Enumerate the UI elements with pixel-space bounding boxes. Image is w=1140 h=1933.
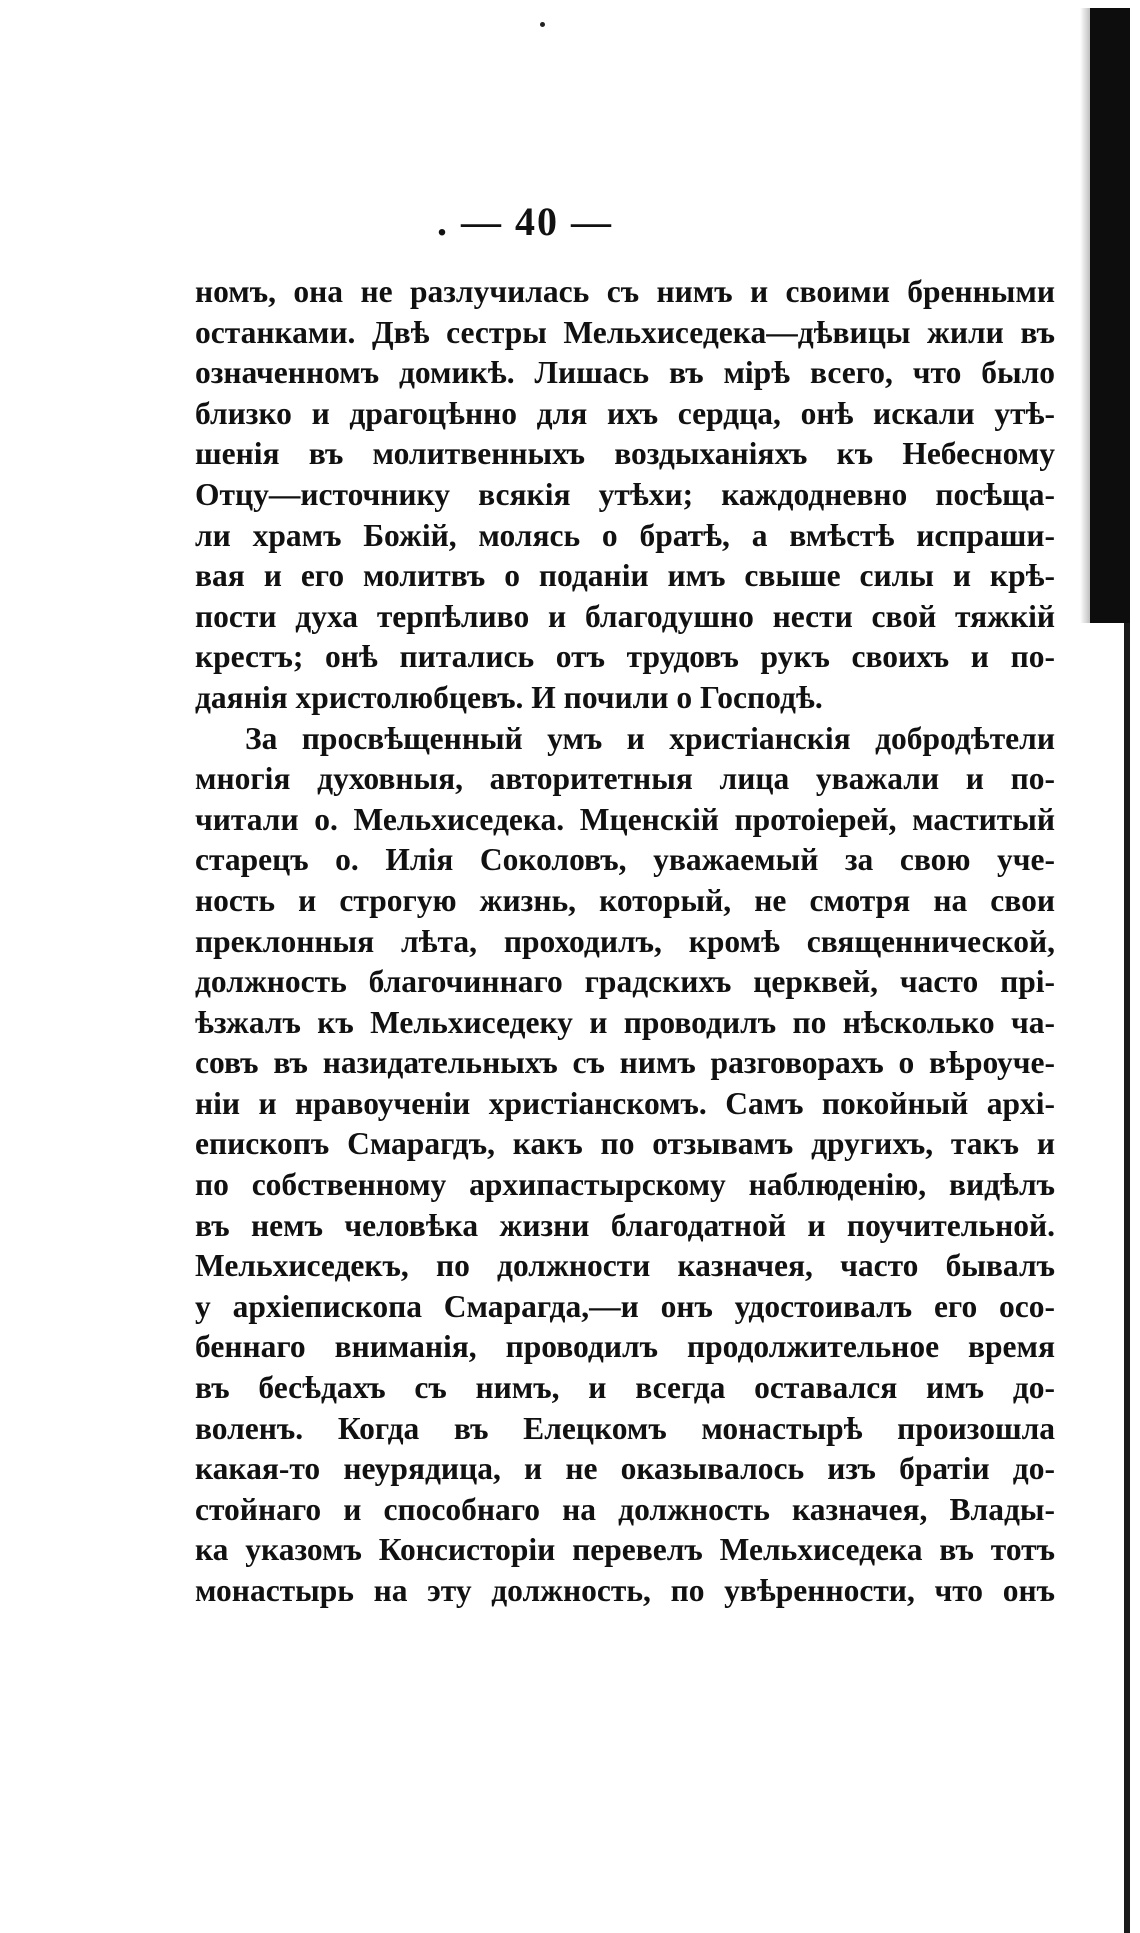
text-line: ніи и нравоученіи христіанскомъ. Самъ покойный архі- (195, 1085, 1055, 1121)
text-line: пости духа терпѣливо и благодушно нести свой тяжкій (195, 598, 1055, 634)
text-line: преклонныя лѣта, проходилъ, кромѣ священнической, (195, 923, 1055, 959)
text-line: старецъ о. Илія Соколовъ, уважаемый за свою уче- (195, 842, 1055, 878)
text-line: монастырь на эту должность, по увѣренности, что онъ (195, 1573, 1055, 1608)
text-line-paragraph-start: За просвѣщенный умъ и христіанскія добродѣтели (245, 720, 1055, 756)
text-line: Отцу—источнику всякія утѣхи; каждодневно посѣща- (195, 476, 1055, 512)
page-number-text: — 40 — (461, 199, 613, 244)
text-line: близко и драгоцѣнно для ихъ сердца, онѣ искали утѣ- (195, 395, 1055, 431)
text-line-paragraph-end: даянія христолюбцевъ. И почили о Господѣ. (195, 679, 823, 715)
text-line: ка указомъ Консисторіи перевелъ Мельхиседека въ тотъ (195, 1532, 1055, 1568)
text-line: ли храмъ Божій, молясь о братѣ, а вмѣстѣ испраши- (195, 517, 1055, 553)
page-marker: . (437, 199, 449, 244)
text-line: по собственному архипастырскому наблюденію, видѣлъ (195, 1167, 1055, 1203)
page-number (0, 198, 1095, 245)
text-line: ѣзжалъ къ Мельхиседеку и проводилъ по нѣсколько ча- (195, 1004, 1055, 1040)
text-line: стойнаго и способнаго на должность казначея, Влады- (195, 1491, 1055, 1527)
text-line: номъ, она не разлучилась съ нимъ и своими бренными (195, 274, 1055, 309)
text-line: какая-то неурядица, и не оказывалось изъ братіи до- (195, 1451, 1055, 1487)
text-line: совъ въ назидательныхъ съ нимъ разговорахъ о вѣроуче- (195, 1045, 1055, 1081)
text-line: должность благочиннаго градскихъ церквей, часто прі- (195, 964, 1055, 1000)
body-text (195, 272, 1055, 1612)
text-line: у архіепископа Смарагда,—и онъ удостоивалъ его осо- (195, 1288, 1055, 1324)
text-line: означенномъ домикѣ. Лишась въ мірѣ всего, что было (195, 355, 1055, 391)
print-speck (540, 22, 545, 27)
text-line: епископъ Смарагдъ, какъ по отзывамъ другихъ, такъ и (195, 1126, 1055, 1162)
text-line: въ бесѣдахъ съ нимъ, и всегда оставался имъ до- (195, 1370, 1055, 1406)
text-line: многія духовныя, авторитетныя лица уважали и по- (195, 761, 1055, 797)
text-line: ность и строгую жизнь, который, не смотря на свои (195, 882, 1055, 918)
text-line: Мельхиседекъ, по должности казначея, часто бывалъ (195, 1248, 1055, 1284)
text-line: останками. Двѣ сестры Мельхиседека—дѣвицы жили въ (195, 314, 1055, 350)
text-line: воленъ. Когда въ Елецкомъ монастырѣ произошла (195, 1410, 1055, 1446)
binding-shadow (1080, 8, 1090, 623)
text-line: шенія въ молитвенныхъ воздыханіяхъ къ Небесному (195, 436, 1055, 472)
page-edge-bar (1090, 8, 1130, 623)
page-edge-line (1124, 623, 1130, 1933)
text-line: беннаго вниманія, проводилъ продолжительное время (195, 1329, 1055, 1365)
text-line: крестъ; онѣ питались отъ трудовъ рукъ своихъ и по- (195, 639, 1055, 675)
text-line: читали о. Мельхиседека. Мценскій протоіерей, маститый (195, 801, 1055, 837)
text-line: въ немъ человѣка жизни благодатной и поучительной. (195, 1207, 1055, 1243)
text-line: вая и его молитвъ о поданіи имъ свыше силы и крѣ- (195, 558, 1055, 594)
